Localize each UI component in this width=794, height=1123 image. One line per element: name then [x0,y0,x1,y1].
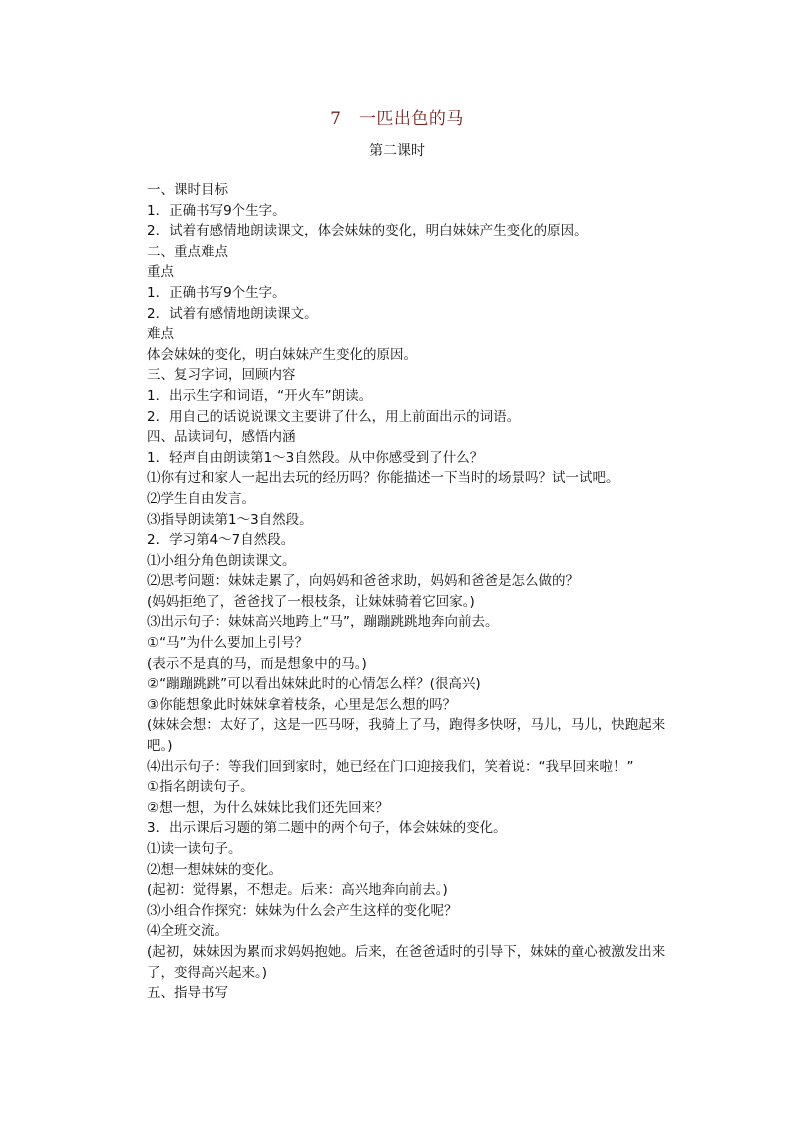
section-heading: 四、品读词句，感悟内涵 [147,429,296,446]
section-heading: 五、指导书写 [147,985,228,1002]
answer-line: (妹妹会想：太好了，这是一匹马呀，我骑上了马，跑得多快呀，马儿，马儿，快跑起来吧。) [147,717,666,755]
body-line: 3．出示课后习题的第二题中的两个句子，体会妹妹的变化。 [147,820,507,837]
body-line: 1．正确书写9个生字。 [147,284,286,301]
body-line: ⑷全班交流。 [147,923,228,940]
body-line: ⑶小组合作探究：妹妹为什么会产生这样的变化呢？ [147,902,458,919]
body-line: ⑵思考问题：妹妹走累了，向妈妈和爸爸求助，妈妈和爸爸是怎么做的？ [147,573,579,590]
body-line: ⑶指导朗读第1～3自然段。 [147,511,313,528]
lesson-title: 7 一匹出色的马 [330,109,464,129]
subheading: 重点 [147,264,174,281]
lesson-body [147,180,677,1004]
answer-line: (表示不是真的马，而是想象中的马。) [147,655,367,672]
body-line: 体会妹妹的变化，明白妹妹产生变化的原因。 [147,346,417,363]
answer-line: (起初，妹妹因为累而求妈妈抱她。后来，在爸爸适时的引导下，妹妹的童心被激发出来了，变得高兴起来。) [147,943,666,981]
body-line: ⑴读一读句子。 [147,841,242,857]
body-line: 2．学习第4～7自然段。 [147,532,295,549]
section-heading: 一、课时目标 [147,182,228,198]
body-line: ③你能想象此时妹妹拿着枝条，心里是怎么想的吗？ [147,696,457,713]
body-line: ⑷出示句子：等我们回到家时，她已经在门口迎接我们，笑着说：“我早回来啦！” [147,758,634,775]
body-line: ⑴小组分角色朗读课文。 [147,552,296,569]
section-heading: 二、重点难点 [147,243,228,260]
body-line: ⑵学生自由发言。 [147,490,255,507]
answer-line: (妈妈拒绝了，爸爸找了一根枝条，让妹妹骑着它回家。) [147,593,475,610]
body-line: 2．用自己的话说说课文主要讲了什么，用上前面出示的词语。 [147,408,521,425]
body-line: 2．试着有感情地朗读课文。 [147,305,318,322]
body-line: ②“蹦蹦跳跳”可以看出妹妹此时的心情怎么样？(很高兴) [147,676,481,693]
body-line: ①指名朗读句子。 [147,779,254,796]
body-line: 1．出示生字和词语，“开火车”朗读。 [147,387,373,404]
body-line: ⑶出示句子：妹妹高兴地跨上“马”，蹦蹦跳跳地奔向前去。 [147,614,499,631]
lesson-subtitle: 第二课时 [369,143,425,159]
body-line: 2．试着有感情地朗读课文，体会妹妹的变化，明白妹妹产生变化的原因。 [147,223,588,240]
section-heading: 三、复习字词，回顾内容 [147,367,296,384]
body-line: ⑵想一想妹妹的变化。 [147,861,282,878]
body-line: ①“马”为什么要加上引号？ [147,635,309,652]
body-line: 1．正确书写9个生字。 [147,202,286,219]
body-line: 1．轻声自由朗读第1～3自然段。从中你感受到了什么？ [147,449,484,466]
body-line: ⑴你有过和家人一起出去玩的经历吗？你能描述一下当时的场景吗？试一试吧。 [147,470,620,487]
body-line: ②想一想，为什么妹妹比我们还先回来？ [147,799,389,816]
answer-line: (起初：觉得累，不想走。后来：高兴地奔向前去。) [147,882,448,899]
subheading: 难点 [147,326,174,343]
